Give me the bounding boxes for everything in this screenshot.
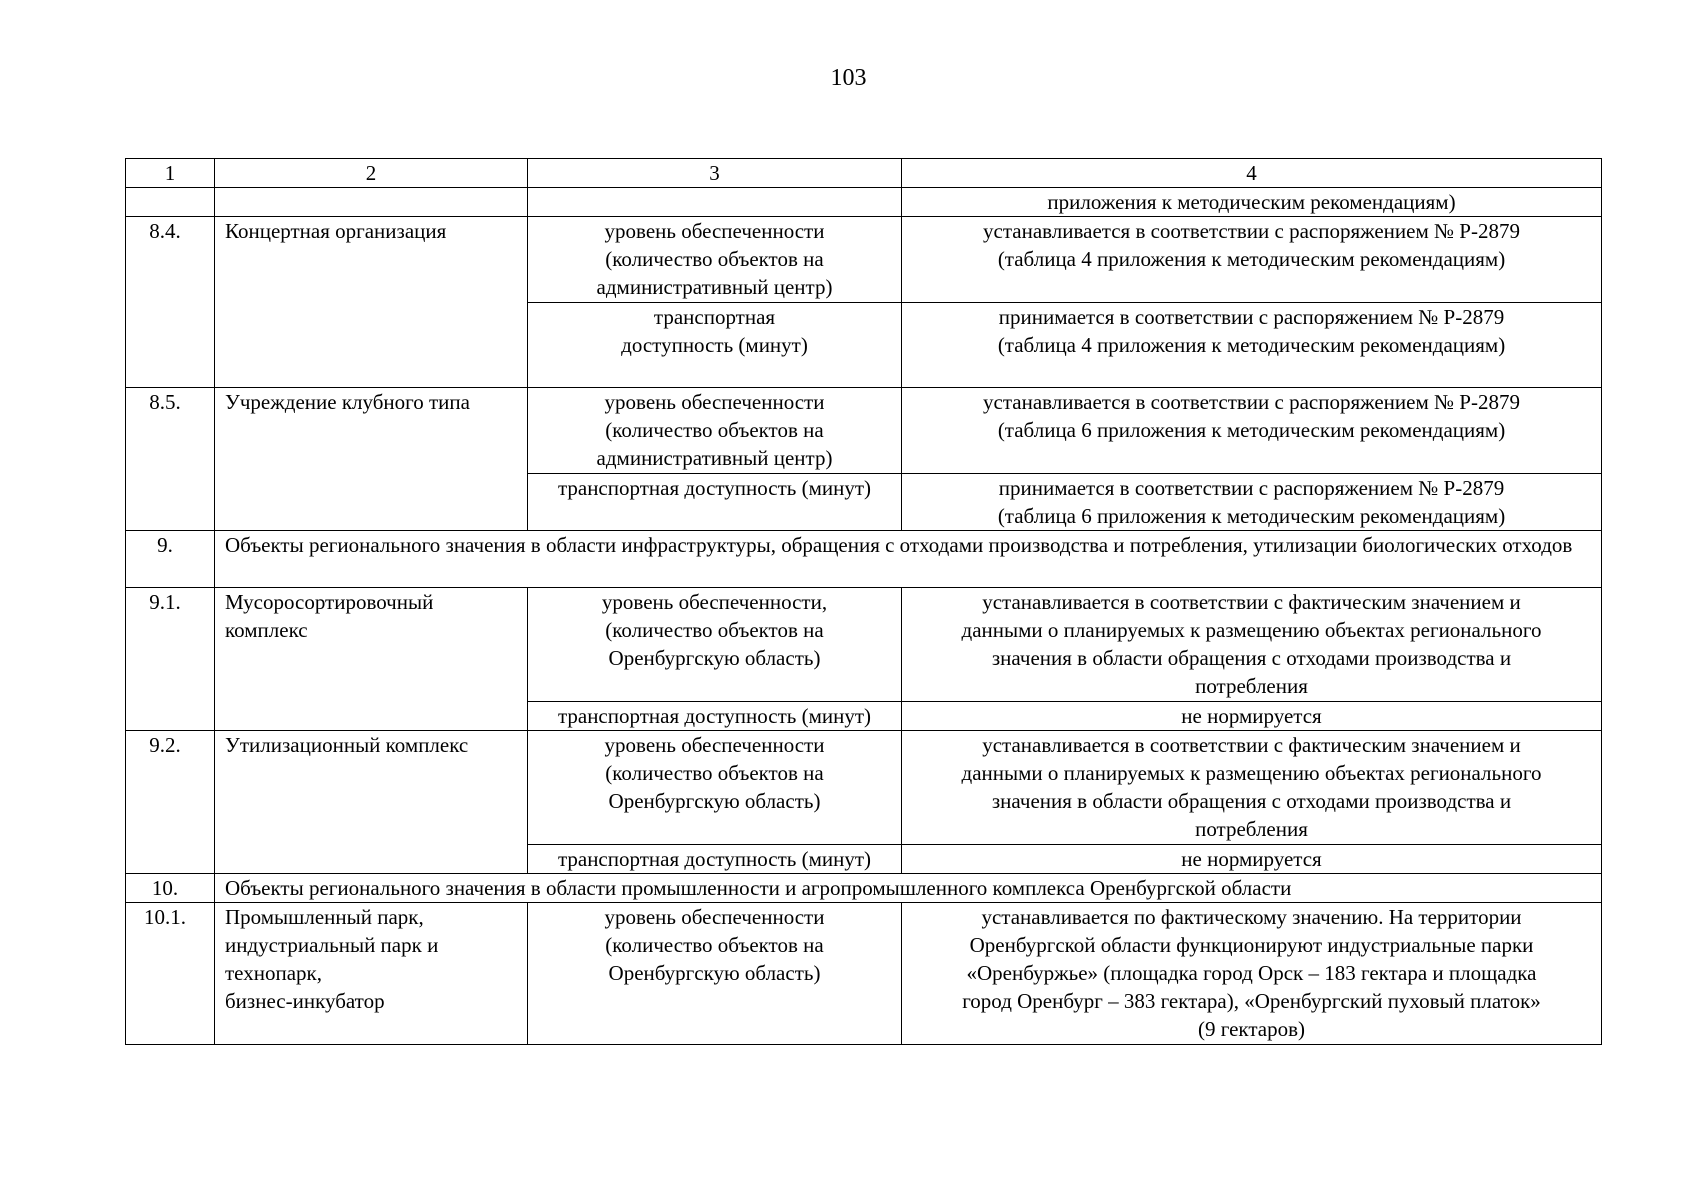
page-number: 103 — [830, 65, 867, 91]
row-number: 8.5. — [126, 388, 215, 531]
indicator-cell: уровень обеспеченности, (количество объектов на Оренбургскую область) — [528, 588, 902, 702]
object-name: Учреждение клубного типа — [215, 388, 528, 531]
table-row — [126, 588, 1602, 702]
indicator-cell: уровень обеспеченности (количество объектов на административный центр) — [528, 388, 902, 474]
value-cell: устанавливается в соответствии с распоряжением № Р-2879 (таблица 4 приложения к методическим рекомендациям) — [902, 217, 1602, 303]
table-row — [126, 731, 1602, 845]
section-row — [126, 531, 1602, 588]
section-title: Объекты регионального значения в области промышленности и агропромышленного комплекса Оренбургской области — [215, 874, 1602, 903]
value-cell: устанавливается в соответствии с фактическим значением и данными о планируемых к размещению объектах регионального значения в области обращения с отходами производства и потребления — [902, 588, 1602, 702]
section-title: Объекты регионального значения в области инфраструктуры, обращения с отходами производства и потребления, утилизации биологических отходов — [215, 531, 1602, 588]
table-row — [126, 388, 1602, 474]
row-number: 9. — [126, 531, 215, 588]
header-cell: 4 — [902, 159, 1602, 188]
value-cell: устанавливается по фактическому значению. На территории Оренбургской области функционируют индустриальные парки «Оренбуржье» (площадка город Орск – 183 гектара и площадка город Оренбург – 383 гектара), «Оренбургский пуховый платок» (9 гектаров) — [902, 903, 1602, 1045]
indicator-cell — [528, 188, 902, 217]
table-row — [126, 217, 1602, 303]
object-name: Утилизационный комплекс — [215, 731, 528, 874]
value-cell: не нормируется — [902, 702, 1602, 731]
table-header-row — [126, 159, 1602, 188]
row-number: 10.1. — [126, 903, 215, 1045]
value-cell: устанавливается в соответствии с распоряжением № Р-2879 (таблица 6 приложения к методическим рекомендациям) — [902, 388, 1602, 474]
header-cell: 3 — [528, 159, 902, 188]
indicator-cell: уровень обеспеченности (количество объектов на Оренбургскую область) — [528, 731, 902, 845]
value-cell: не нормируется — [902, 845, 1602, 874]
indicator-cell: транспортная доступность (минут) — [528, 702, 902, 731]
object-name: Мусоросортировочный комплекс — [215, 588, 528, 731]
indicator-cell: транспортная доступность (минут) — [528, 845, 902, 874]
table-row — [126, 188, 1602, 217]
header-cell: 2 — [215, 159, 528, 188]
object-name: Промышленный парк, индустриальный парк и технопарк, бизнес-инкубатор — [215, 903, 528, 1045]
row-number: 8.4. — [126, 217, 215, 388]
indicator-cell: уровень обеспеченности (количество объектов на административный центр) — [528, 217, 902, 303]
row-number: 9.2. — [126, 731, 215, 874]
header-cell: 1 — [126, 159, 215, 188]
object-name: Концертная организация — [215, 217, 528, 388]
row-number: 9.1. — [126, 588, 215, 731]
table-row — [126, 903, 1602, 1045]
object-name — [215, 188, 528, 217]
section-row — [126, 874, 1602, 903]
indicator-cell: транспортная доступность (минут) — [528, 303, 902, 388]
indicator-cell: транспортная доступность (минут) — [528, 474, 902, 531]
value-cell: устанавливается в соответствии с фактическим значением и данными о планируемых к размещению объектах регионального значения в области обращения с отходами производства и потребления — [902, 731, 1602, 845]
value-cell: принимается в соответствии с распоряжением № Р-2879 (таблица 4 приложения к методическим рекомендациям) — [902, 303, 1602, 388]
row-number — [126, 188, 215, 217]
norms-table — [125, 158, 1602, 1045]
row-number: 10. — [126, 874, 215, 903]
indicator-cell: уровень обеспеченности (количество объектов на Оренбургскую область) — [528, 903, 902, 1045]
value-cell: приложения к методическим рекомендациям) — [902, 188, 1602, 217]
value-cell: принимается в соответствии с распоряжением № Р-2879 (таблица 6 приложения к методическим рекомендациям) — [902, 474, 1602, 531]
